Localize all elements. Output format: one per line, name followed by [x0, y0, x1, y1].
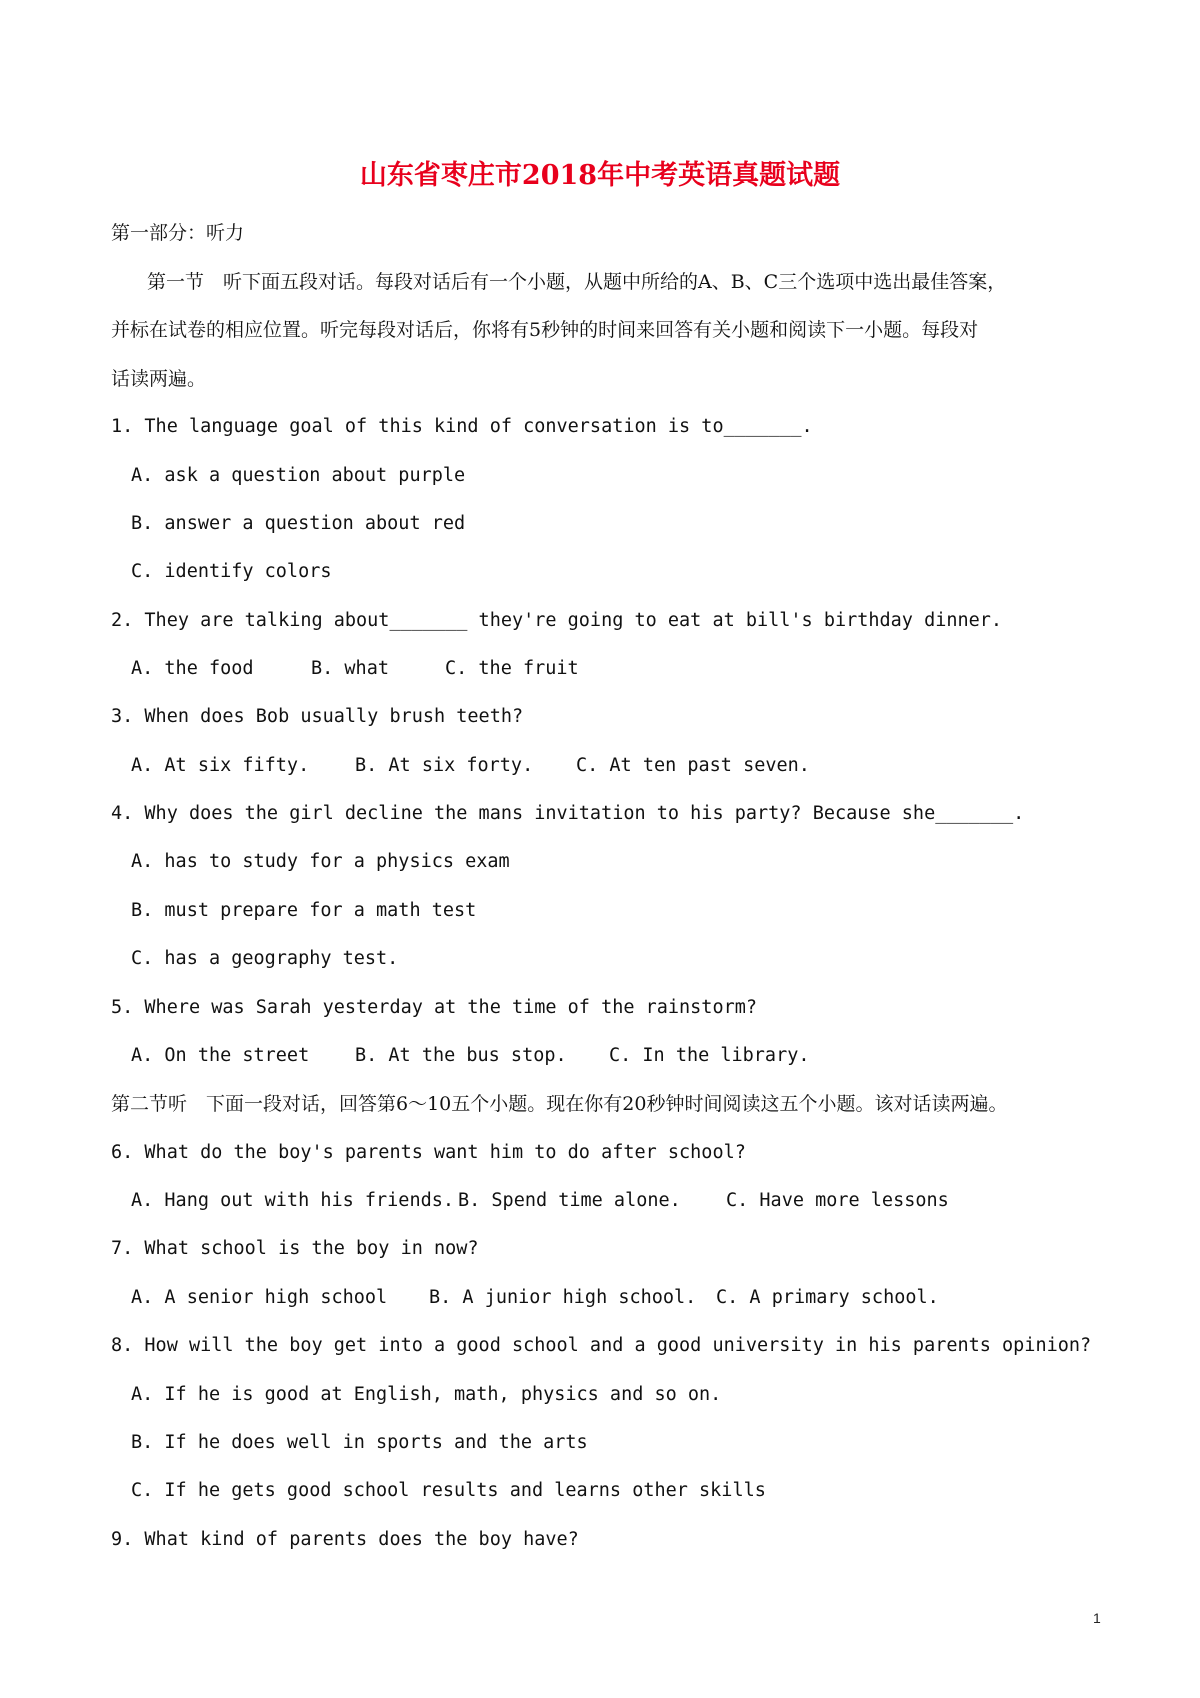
- question-2-stem: 2. They are talking about_______ they're going to eat at bill's birthday dinner.: [111, 610, 1003, 631]
- section1-instructions-line3: 话读两遍。: [111, 368, 207, 390]
- question-4-stem: 4. Why does the girl decline the mans invitation to his party? Because she_______.: [111, 803, 1025, 824]
- question-3-options: [131, 750, 831, 782]
- question-8-option-c: C. If he gets good school results and learns other skills: [131, 1480, 766, 1501]
- part-heading: 第一部分：听力: [111, 222, 245, 244]
- section1-instructions-line2: 并标在试卷的相应位置。听完每段对话后，你将有5秒钟的时间来回答有关小题和阅读下一小题。每段对: [111, 319, 979, 341]
- question-8-stem: 8. How will the boy get into a good school and a good university in his parents opinion?: [111, 1335, 1092, 1356]
- question-1-option-b: B. answer a question about red: [131, 513, 466, 534]
- question-7-option-b: B. A junior high school.: [429, 1287, 697, 1308]
- document-title: 山东省枣庄市2018年中考英语真题试题: [359, 160, 841, 191]
- question-5-option-a: A. On the street: [131, 1045, 310, 1066]
- question-2-options: [131, 653, 631, 685]
- question-6-option-b: B. Spend time alone.: [458, 1190, 681, 1211]
- question-8-option-a: A. If he is good at English, math, physics and so on.: [131, 1384, 722, 1405]
- question-5-stem: 5. Where was Sarah yesterday at the time of the rainstorm?: [111, 997, 758, 1018]
- question-5-option-c: C. In the library.: [609, 1045, 810, 1066]
- question-4-option-c: C. has a geography test.: [131, 948, 399, 969]
- question-7-stem: 7. What school is the boy in now?: [111, 1238, 479, 1259]
- question-7-option-a: A. A senior high school: [131, 1287, 388, 1308]
- page-number: 1: [1093, 1610, 1101, 1626]
- question-9-stem: 9. What kind of parents does the boy have?: [111, 1529, 579, 1550]
- question-5-options: [131, 1040, 831, 1072]
- question-6-option-a: A. Hang out with his friends.: [131, 1190, 455, 1211]
- question-7-options: [131, 1282, 1031, 1314]
- section1-instructions-line1: 第一节 听下面五段对话。每段对话后有一个小题，从题中所给的A、B、C三个选项中选出最佳答案，: [147, 271, 1007, 293]
- question-3-option-c: C. At ten past seven.: [576, 755, 810, 776]
- question-7-option-c: C. A primary school.: [716, 1287, 939, 1308]
- question-3-option-a: A. At six fifty.: [131, 755, 310, 776]
- question-2-option-c: C. the fruit: [445, 658, 579, 679]
- question-2-option-b: B. what: [311, 658, 389, 679]
- section2-heading: 第二节听 下面一段对话，回答第6～10五个小题。现在你有20秒钟时间阅读这五个小题。该对话读两遍。: [111, 1093, 1008, 1115]
- question-1-option-a: A. ask a question about purple: [131, 465, 466, 486]
- question-2-option-a: A. the food: [131, 658, 254, 679]
- question-1-stem: 1. The language goal of this kind of conversation is to_______.: [111, 416, 813, 437]
- question-5-option-b: B. At the bus stop.: [355, 1045, 567, 1066]
- question-4-option-b: B. must prepare for a math test: [131, 900, 477, 921]
- question-3-stem: 3. When does Bob usually brush teeth?: [111, 706, 524, 727]
- question-4-option-a: A. has to study for a physics exam: [131, 851, 510, 872]
- question-1-option-c: C. identify colors: [131, 561, 332, 582]
- question-6-options: [131, 1185, 1031, 1217]
- question-8-option-b: B. If he does well in sports and the arts: [131, 1432, 588, 1453]
- question-6-stem: 6. What do the boy's parents want him to do after school?: [111, 1142, 746, 1163]
- question-6-option-c: C. Have more lessons: [726, 1190, 949, 1211]
- question-3-option-b: B. At six forty.: [355, 755, 534, 776]
